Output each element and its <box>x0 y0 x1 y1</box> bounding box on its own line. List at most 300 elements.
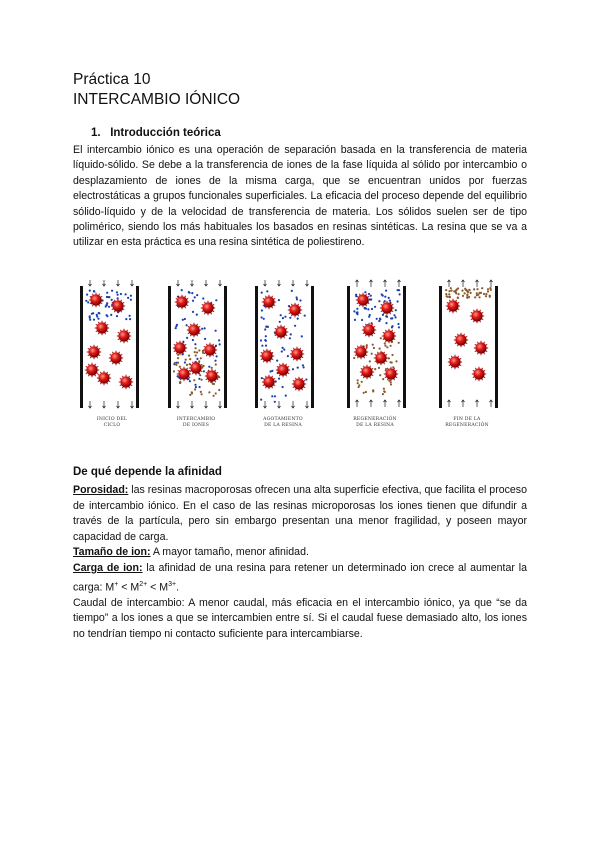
resin-bead <box>290 347 304 361</box>
blue-ion <box>378 320 380 322</box>
blue-ion <box>397 323 399 325</box>
brown-ion <box>390 345 392 347</box>
column-wall-left <box>255 286 258 408</box>
blue-ion <box>260 339 262 341</box>
brown-ion <box>211 367 213 369</box>
resin-bead <box>276 363 290 377</box>
bead-body <box>112 300 123 311</box>
porosidad-label: Porosidad: <box>73 484 129 496</box>
brown-ion <box>468 296 470 298</box>
blue-ion <box>188 292 190 294</box>
blue-ion <box>274 395 276 397</box>
resin-bead <box>201 301 215 315</box>
blue-ion <box>266 290 268 292</box>
column-wall-right <box>495 286 498 408</box>
brown-ion <box>458 293 460 295</box>
blue-ion <box>175 327 177 329</box>
blue-ion <box>111 290 113 292</box>
blue-ion <box>302 364 304 366</box>
bead-body <box>449 356 460 367</box>
column-4 <box>347 280 406 408</box>
bead-body <box>204 344 215 355</box>
blue-ion <box>263 318 265 320</box>
brown-ion <box>193 379 195 381</box>
brown-ion <box>188 355 190 357</box>
bead-body <box>174 342 185 353</box>
resin-bead <box>472 367 486 381</box>
brown-ion <box>391 361 393 363</box>
bead-body <box>90 294 101 305</box>
brown-ion <box>466 289 468 291</box>
flow-arrow-bottom <box>278 401 281 408</box>
brown-ion <box>473 288 475 290</box>
brown-ion <box>215 392 217 394</box>
bead-body <box>176 296 187 307</box>
resin-bead <box>95 321 109 335</box>
brown-ion <box>450 287 452 289</box>
bead-body <box>202 302 213 313</box>
resin-bead <box>111 299 125 313</box>
flow-arrow-top <box>191 280 194 286</box>
flow-arrow-top <box>356 280 359 287</box>
blue-ion <box>189 380 191 382</box>
brown-ion <box>382 378 384 380</box>
brown-ion <box>200 357 202 359</box>
brown-ion <box>366 346 368 348</box>
blue-ion <box>106 292 108 294</box>
caption-inicio: INICIO DEL CICLO <box>96 417 128 428</box>
blue-ion <box>191 292 193 294</box>
column-1 <box>80 280 139 408</box>
flow-arrow-bottom <box>103 401 106 408</box>
brown-ion <box>357 379 359 381</box>
brown-ion <box>173 370 175 372</box>
blue-ion <box>276 360 278 362</box>
blue-ion <box>386 316 388 318</box>
brown-ion <box>174 362 176 364</box>
blue-ion <box>186 337 188 339</box>
brown-ion <box>489 296 491 298</box>
brown-ion <box>372 390 374 392</box>
blue-ion <box>355 294 357 296</box>
brown-ion <box>213 383 215 385</box>
brown-ion <box>378 367 380 369</box>
brown-ion <box>395 360 397 362</box>
bead-body <box>188 324 199 335</box>
column-wall-right <box>403 286 406 408</box>
brown-ion <box>379 348 381 350</box>
bead-body <box>277 364 288 375</box>
blue-ion <box>192 311 194 313</box>
blue-ion <box>194 384 196 386</box>
brown-ion <box>462 295 464 297</box>
tamano-paragraph: Tamaño de ion: A mayor tamaño, menor afinidad. <box>73 546 309 559</box>
blue-ion <box>97 318 99 320</box>
ion-exchange-diagram <box>80 278 520 438</box>
bead-body <box>118 330 129 341</box>
resin-bead <box>470 309 484 323</box>
flow-arrow-top <box>219 280 222 286</box>
flow-arrow-top <box>292 280 295 286</box>
bead-body <box>190 362 201 373</box>
brown-ion <box>487 290 489 292</box>
blue-ion <box>361 319 363 321</box>
flow-arrow-top <box>264 280 267 286</box>
blue-ion <box>378 300 380 302</box>
blue-ion <box>89 290 91 292</box>
blue-ion <box>129 315 131 317</box>
brown-ion <box>198 349 200 351</box>
column-3 <box>255 280 314 408</box>
brown-ion <box>485 295 487 297</box>
brown-ion <box>470 292 472 294</box>
blue-ion <box>194 343 196 345</box>
blue-ion <box>385 322 387 324</box>
resin-bead <box>362 323 376 337</box>
blue-ion <box>284 316 286 318</box>
flow-arrow-top <box>398 280 401 287</box>
resin-bead <box>446 299 460 313</box>
blue-ion <box>120 293 122 295</box>
brown-ion <box>363 392 365 394</box>
blue-ion <box>196 294 198 296</box>
caption-fin-regeneracion: FIN DE LA REGENERACIÓN <box>445 417 489 428</box>
blue-ion <box>389 300 391 302</box>
flow-arrow-bottom <box>398 400 401 407</box>
blue-ion <box>117 294 119 296</box>
blue-ion <box>98 312 100 314</box>
blue-ion <box>364 307 366 309</box>
blue-ion <box>264 328 266 330</box>
affinity-section <box>73 483 527 642</box>
brown-ion <box>468 289 470 291</box>
column-wall-right <box>311 286 314 408</box>
brown-ion <box>450 290 452 292</box>
blue-ion <box>199 386 201 388</box>
brown-ion <box>398 342 400 344</box>
caption-regeneracion: REGENERACIÓN DE LA RESINA <box>353 417 397 428</box>
blue-ion <box>265 326 267 328</box>
flow-arrow-top <box>117 280 120 286</box>
resin-bead <box>292 377 306 391</box>
column-wall-left <box>80 286 83 408</box>
blue-ion <box>391 317 393 319</box>
flow-arrow-bottom <box>384 400 387 407</box>
bead-body <box>293 378 304 389</box>
blue-ion <box>296 298 298 300</box>
brown-ion <box>177 357 179 359</box>
brown-ion <box>476 288 478 290</box>
brown-ion <box>191 391 193 393</box>
porosidad-paragraph: Porosidad: las resinas macroporosas ofrecen una alta superficie efectiva, que facilita el proceso de intercambio iónico. En el caso de las resinas microporosas los iones tienen que difundir a través de la partícula, pero sin embargo presentan una menor fragilidad, y poseen mayor capacidad de carga. <box>73 484 527 543</box>
column-wall-left <box>168 286 171 408</box>
brown-ion <box>383 388 385 390</box>
bead-body <box>289 304 300 315</box>
resin-bead <box>374 351 388 365</box>
brown-ion <box>384 342 386 344</box>
blue-ion <box>382 295 384 297</box>
blue-ion <box>261 309 263 311</box>
flow-arrow-bottom <box>89 401 92 408</box>
blue-ion <box>280 314 282 316</box>
brown-ion <box>391 354 393 356</box>
blue-ion <box>111 299 113 301</box>
flow-arrow-bottom <box>131 401 134 408</box>
brown-ion <box>476 294 478 296</box>
blue-ion <box>116 315 118 317</box>
blue-ion <box>291 290 293 292</box>
brown-ion <box>215 363 217 365</box>
blue-ion <box>87 301 89 303</box>
brown-ion <box>466 294 468 296</box>
flow-arrow-top <box>384 280 387 287</box>
brown-ion <box>464 292 466 294</box>
blue-ion <box>91 313 93 315</box>
blue-ion <box>204 327 206 329</box>
flow-arrow-top <box>278 280 281 286</box>
brown-ion <box>457 297 459 299</box>
blue-ion <box>89 317 91 319</box>
page-title <box>73 70 240 110</box>
brown-ion <box>379 374 381 376</box>
blue-ion <box>201 328 203 330</box>
blue-ion <box>219 343 221 345</box>
bead-body <box>375 352 386 363</box>
resin-bead <box>382 329 396 343</box>
brown-ion <box>448 290 450 292</box>
brown-ion <box>365 391 367 393</box>
flow-arrow-bottom <box>306 401 309 408</box>
blue-ion <box>274 401 276 403</box>
blue-ion <box>196 314 198 316</box>
flow-arrow-top <box>131 280 134 286</box>
blue-ion <box>397 300 399 302</box>
blue-ion <box>260 399 262 401</box>
blue-ion <box>294 325 296 327</box>
blue-ion <box>395 316 397 318</box>
blue-ion <box>175 325 177 327</box>
resin-bead <box>205 369 219 383</box>
blue-ion <box>216 355 218 357</box>
blue-ion <box>305 378 307 380</box>
brown-ion <box>179 366 181 368</box>
brown-ion <box>203 365 205 367</box>
blue-ion <box>218 339 220 341</box>
resin-bead <box>474 341 488 355</box>
brown-ion <box>374 368 376 370</box>
resin-bead <box>260 349 274 363</box>
blue-ion <box>271 370 273 372</box>
bead-body <box>261 350 272 361</box>
brown-ion <box>489 287 491 289</box>
blue-ion <box>384 296 386 298</box>
blue-ion <box>184 318 186 320</box>
brown-ion <box>386 346 388 348</box>
brown-ion <box>194 388 196 390</box>
resin-bead <box>109 351 123 365</box>
column-wall-right <box>224 286 227 408</box>
blue-ion <box>129 318 131 320</box>
blue-ion <box>399 293 401 295</box>
bead-body <box>88 346 99 357</box>
blue-ion <box>287 355 289 357</box>
bead-body <box>475 342 486 353</box>
blue-ion <box>96 314 98 316</box>
blue-ion <box>354 319 356 321</box>
blue-ion <box>379 318 381 320</box>
flow-arrow-top <box>476 280 479 287</box>
blue-ion <box>265 345 267 347</box>
blue-ion <box>398 289 400 291</box>
blue-ion <box>93 319 95 321</box>
bead-body <box>471 310 482 321</box>
flow-arrow-top <box>103 280 106 286</box>
bead-body <box>455 334 466 345</box>
blue-ion <box>196 358 198 360</box>
bead-body <box>86 364 97 375</box>
column-wall-left <box>347 286 350 408</box>
flow-arrow-top <box>490 280 493 287</box>
resin-bead <box>87 345 101 359</box>
blue-ion <box>353 310 355 312</box>
intro-paragraph: El intercambio iónico es una operación de separación basada en la transferencia de materia líquido-sólido. Se debe a la transferencia de iones de la fase líquida al sólido por intercambio o desplazamiento de iones de la misma carga, que se encuentran unidos por fuerzas electrostáticas a grupos funcionales superficiales. La eficacia del proceso depende del equilibrio sólido-líquido y de la velocidad de transferencia de materia. Los sólidos suelen ser de tipo polimérico, siendo los más habituales los basados en resinas sintéticas. La resina que se va a utilizar en esta práctica es una resina sintética de poliestireno. <box>73 144 527 249</box>
brown-ion <box>371 353 373 355</box>
flow-arrow-bottom <box>490 400 493 407</box>
blue-ion <box>85 300 87 302</box>
blue-ion <box>261 292 263 294</box>
blue-ion <box>203 370 205 372</box>
blue-ion <box>369 314 371 316</box>
blue-ion <box>125 293 127 295</box>
blue-ion <box>130 295 132 297</box>
blue-ion <box>86 294 88 296</box>
blue-ion <box>304 315 306 317</box>
blue-ion <box>391 325 393 327</box>
brown-ion <box>189 358 191 360</box>
resin-bead <box>97 371 111 385</box>
column-5 <box>439 280 498 408</box>
bead-body <box>120 376 131 387</box>
column-wall-right <box>136 286 139 408</box>
blue-ion <box>182 319 184 321</box>
blue-ion <box>261 377 263 379</box>
caption-intercambio: INTERCAMBIO DE IONES <box>176 417 216 428</box>
section-heading-intro <box>91 127 221 139</box>
resin-bead <box>288 303 302 317</box>
blue-ion <box>215 330 217 332</box>
bead-body <box>357 294 368 305</box>
resin-bead <box>274 325 288 339</box>
blue-ion <box>292 368 294 370</box>
brown-ion <box>357 382 359 384</box>
blue-ion <box>374 306 376 308</box>
blue-ion <box>265 335 267 337</box>
resin-bead <box>89 293 103 307</box>
practice-title: INTERCAMBIO IÓNICO <box>73 91 241 108</box>
column-wall-left <box>439 286 442 408</box>
blue-ion <box>289 317 291 319</box>
blue-ion <box>195 386 197 388</box>
resin-bead <box>448 355 462 369</box>
flow-arrow-bottom <box>117 401 120 408</box>
bead-body <box>361 366 372 377</box>
flow-arrow-top <box>370 280 373 287</box>
bead-body <box>263 376 274 387</box>
blue-ion <box>393 314 395 316</box>
blue-ion <box>271 395 273 397</box>
resin-bead <box>119 375 133 389</box>
bead-body <box>98 372 109 383</box>
brown-ion <box>358 384 360 386</box>
blue-ion <box>278 378 280 380</box>
resin-bead <box>356 293 370 307</box>
resin-bead <box>203 343 217 357</box>
brown-ion <box>445 293 447 295</box>
blue-ion <box>208 366 210 368</box>
brown-ion <box>385 368 387 370</box>
brown-ion <box>208 391 210 393</box>
brown-ion <box>380 337 382 339</box>
blue-ion <box>282 317 284 319</box>
blue-ion <box>371 308 373 310</box>
brown-ion <box>200 391 202 393</box>
bead-body <box>291 348 302 359</box>
flow-arrow-bottom <box>205 401 208 408</box>
resin-bead <box>117 329 131 343</box>
brown-ion <box>382 393 384 395</box>
brown-ion <box>461 290 463 292</box>
caption-agotamiento: AGOTAMIENTO DE LA RESINA <box>263 417 303 428</box>
resin-bead <box>262 375 276 389</box>
brown-ion <box>195 347 197 349</box>
bead-body <box>178 368 189 379</box>
blue-ion <box>388 297 390 299</box>
flow-arrow-bottom <box>356 400 359 407</box>
brown-ion <box>179 381 181 383</box>
section-heading-text: Introducción teórica <box>110 127 221 139</box>
brown-ion <box>177 362 179 364</box>
flow-arrow-bottom <box>370 400 373 407</box>
blue-ion <box>296 296 298 298</box>
brown-ion <box>175 364 177 366</box>
blue-ion <box>367 308 369 310</box>
blue-ion <box>356 313 358 315</box>
caudal-paragraph: Caudal de intercambio: A menor caudal, más eficacia en el intercambio iónico, ya que “se da tiempo” a los iones a que se intercambien entre sí. Si el caudal fuese demasiado alto, los iones no tendrían tiempo ni contacto suficiente para intercambiarse. <box>73 596 527 640</box>
resin-bead <box>187 323 201 337</box>
blue-ion <box>364 291 366 293</box>
flow-arrow-bottom <box>292 401 295 408</box>
brown-ion <box>195 354 197 356</box>
brown-ion <box>186 364 188 366</box>
blue-ion <box>279 321 281 323</box>
blue-ion <box>215 299 217 301</box>
brown-ion <box>177 354 179 356</box>
brown-ion <box>353 357 355 359</box>
blue-ion <box>261 345 263 347</box>
resin-bead <box>454 333 468 347</box>
flow-arrow-top <box>89 280 92 286</box>
blue-ion <box>184 361 186 363</box>
blue-ion <box>264 339 266 341</box>
blue-ion <box>186 324 188 326</box>
blue-ion <box>356 308 358 310</box>
brown-ion <box>361 381 363 383</box>
practice-number: Práctica 10 <box>73 71 151 88</box>
bead-body <box>355 346 366 357</box>
bead-body <box>381 302 392 313</box>
flow-arrow-bottom <box>476 400 479 407</box>
blue-ion <box>282 347 284 349</box>
